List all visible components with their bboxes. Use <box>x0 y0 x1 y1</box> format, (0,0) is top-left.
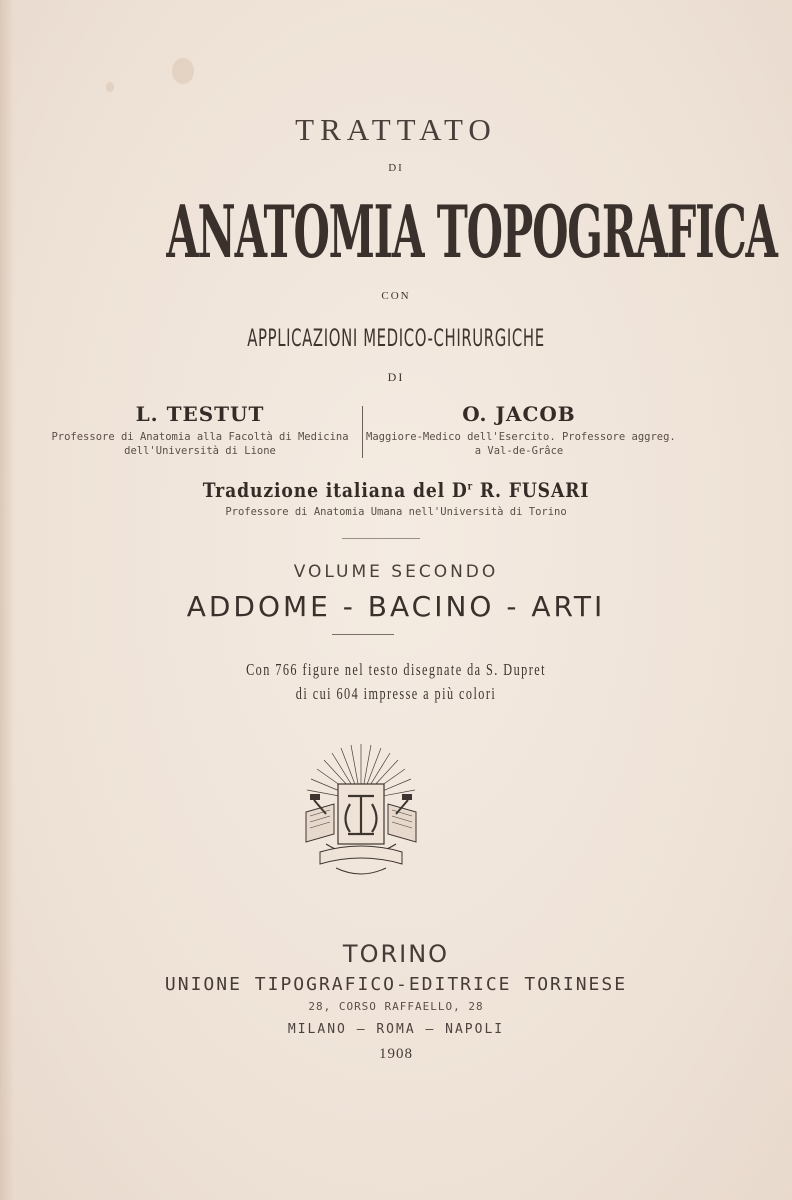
subtitle: APPLICAZIONI MEDICO-CHIRURGICHE <box>247 324 545 352</box>
publication-year: 1908 <box>379 1046 413 1062</box>
connector-di-2: DI <box>387 370 405 384</box>
connector-con: CON <box>381 290 411 302</box>
authors-block <box>0 402 792 464</box>
figures-note-line2: di cui 604 impresse a più colori <box>295 684 497 703</box>
divider-rule <box>342 538 420 539</box>
title-top: TRATTATO <box>295 112 497 147</box>
translation-prefix: Traduzione italiana del D <box>202 478 468 502</box>
translator-name: R. FUSARI <box>473 478 590 502</box>
volume-label: VOLUME SECONDO <box>293 562 499 582</box>
publisher-address: 28, CORSO RAFFAELLO, 28 <box>308 1000 484 1013</box>
author-name: O. JACOB <box>462 402 576 426</box>
author-jacob <box>366 402 676 458</box>
imprint-city: TORINO <box>342 940 450 968</box>
main-title: ANATOMIA TOPOGRAFICA <box>166 189 777 274</box>
author-affiliation: Maggiore-Medico dell'Esercito. Professore aggreg. <box>366 431 676 443</box>
author-name: L. TESTUT <box>135 402 265 426</box>
publisher-name: UNIONE TIPOGRAFICO-EDITRICE TORINESE <box>164 974 628 995</box>
figures-note-line1: Con 766 figure nel testo disegnate da S. Dupret <box>246 660 546 679</box>
volume-parts: ADDOME - BACINO - ARTI <box>186 590 606 623</box>
divider-rule <box>332 634 394 635</box>
translator-title: Professore di Anatomia Umana nell'Università di Torino <box>225 506 567 518</box>
author-affiliation: dell'Università di Lione <box>124 445 276 457</box>
translation-sup: r <box>467 481 474 493</box>
translation-credit <box>55 478 736 502</box>
connector-di: DI <box>388 162 404 174</box>
author-affiliation: Professore di Anatomia alla Facoltà di Medicina <box>51 431 349 443</box>
branch-cities: MILANO — ROMA — NAPOLI <box>287 1022 505 1037</box>
publisher-emblem-icon <box>296 740 426 880</box>
paper-stain <box>172 58 194 84</box>
author-affiliation: a Val-de-Grâce <box>474 445 564 457</box>
authors-divider <box>362 406 363 458</box>
paper-stain <box>106 82 114 92</box>
author-testut <box>40 402 360 458</box>
